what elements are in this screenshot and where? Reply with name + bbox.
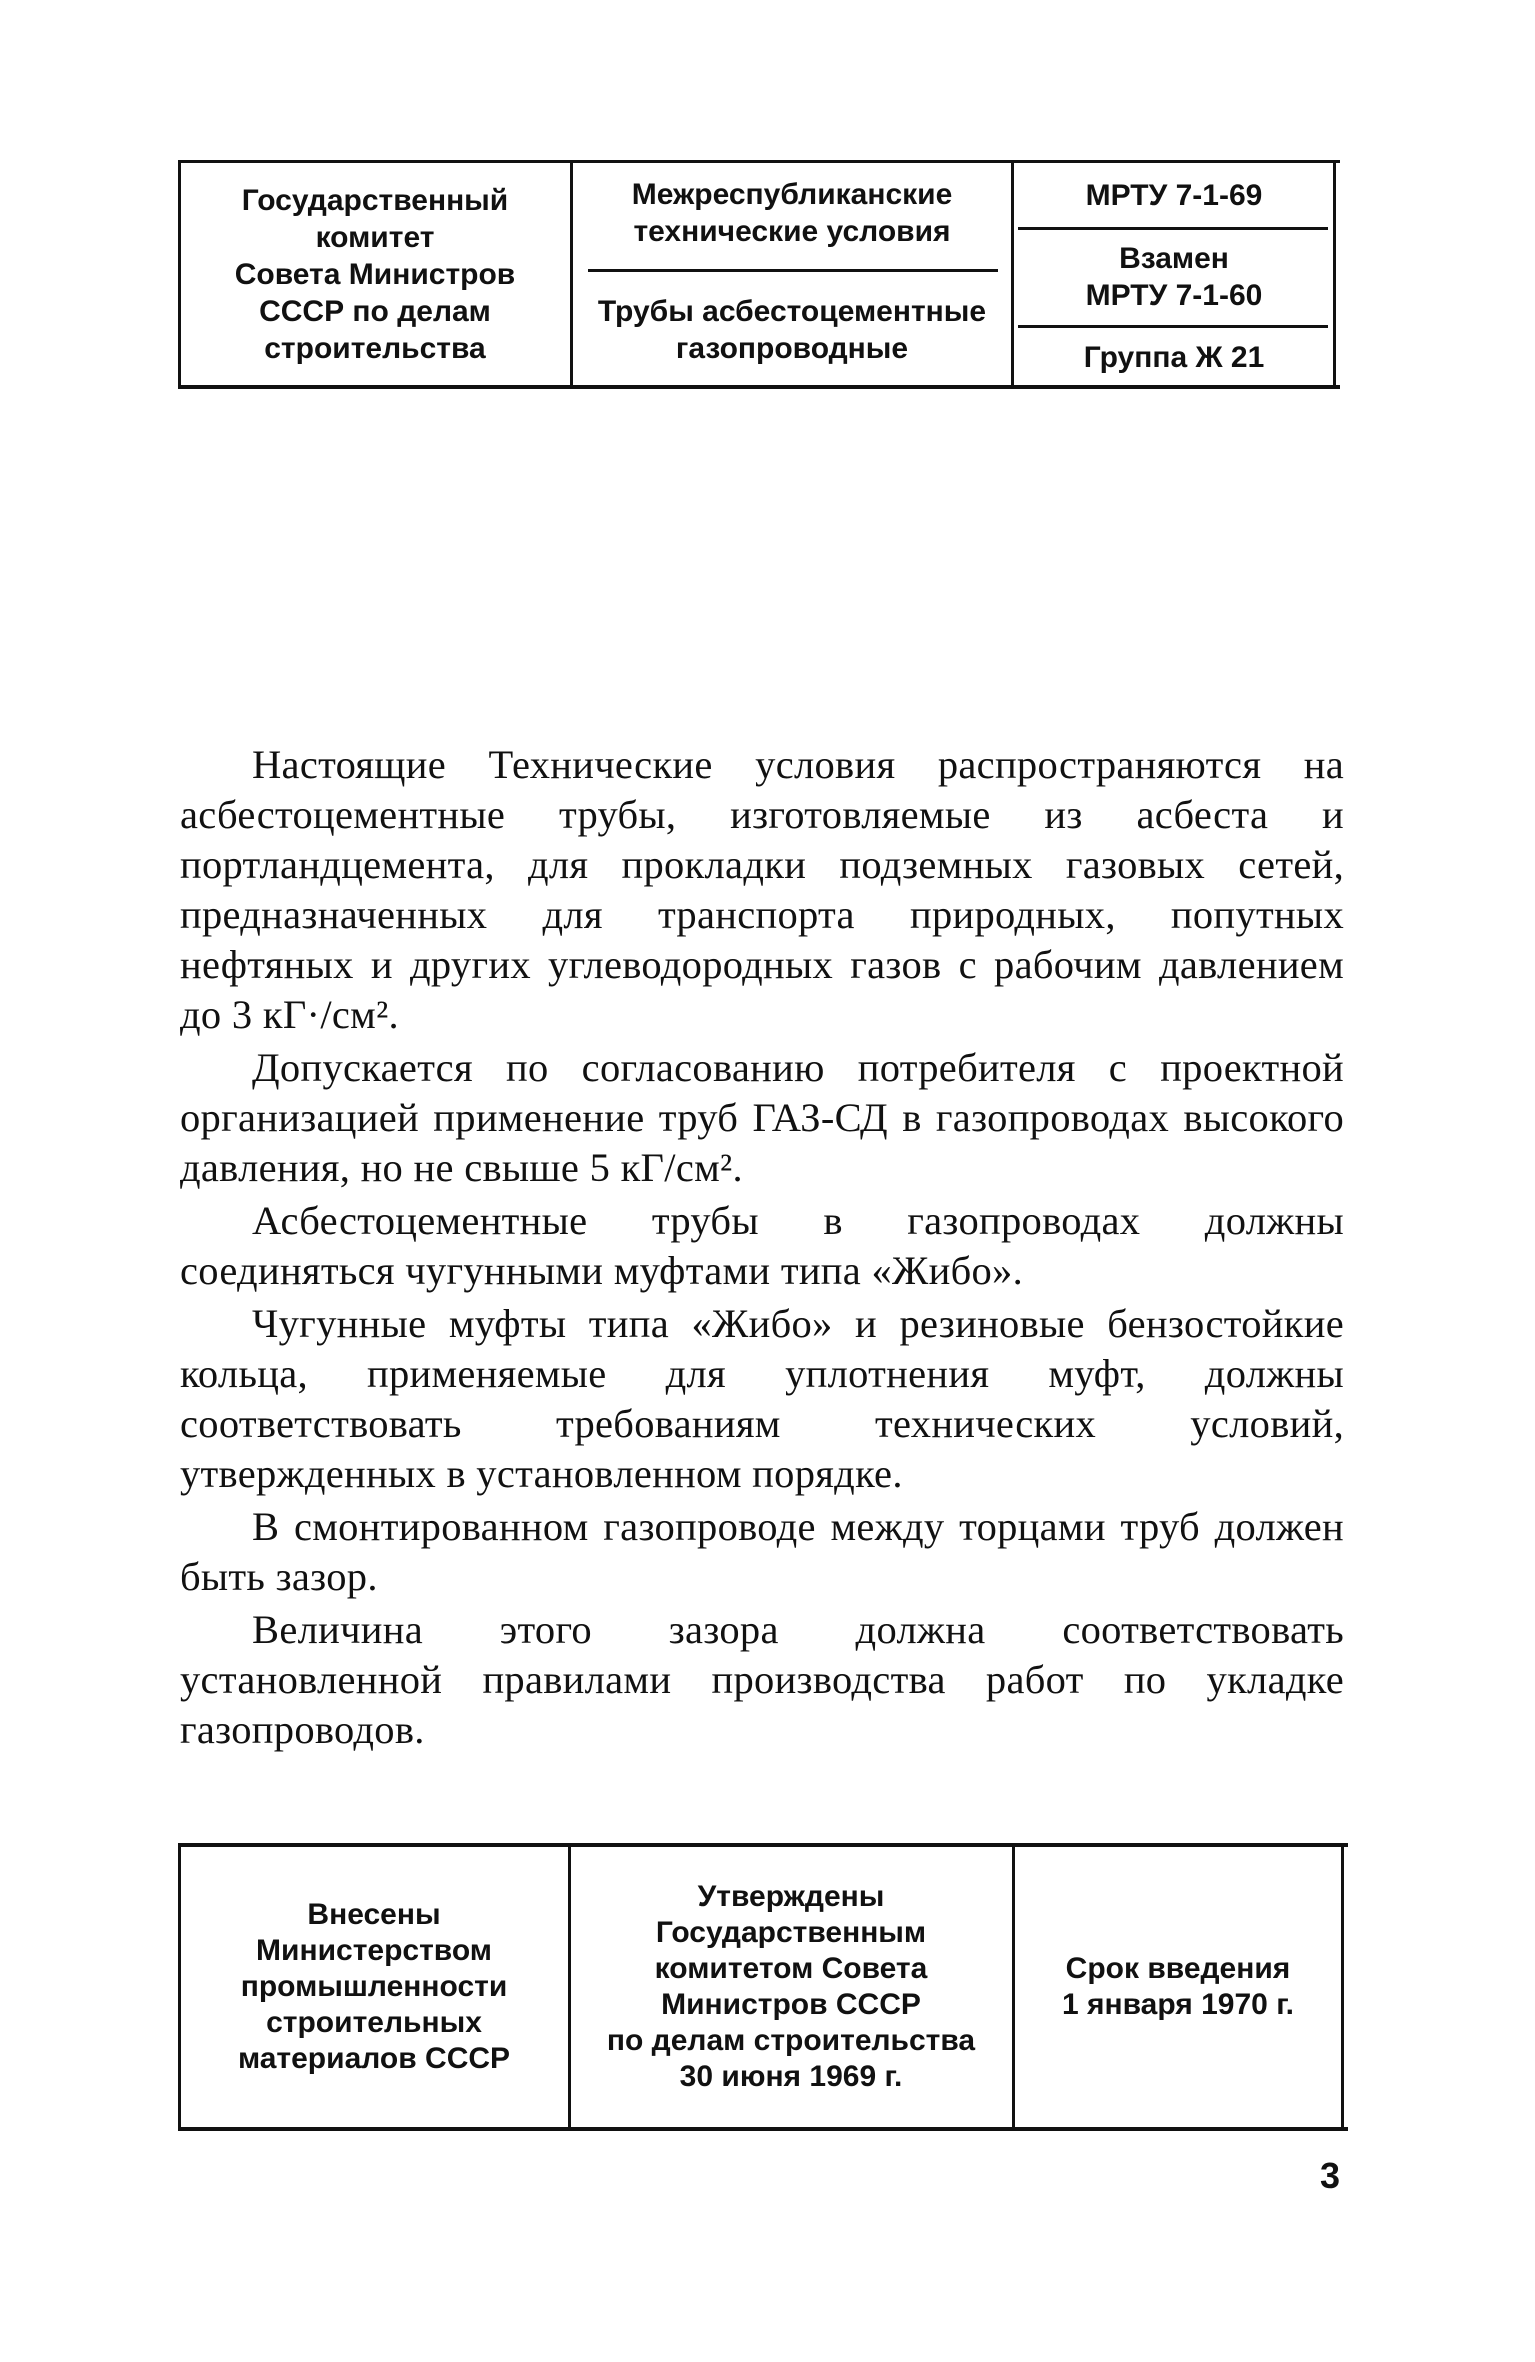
doc-type-line: Межреспубликанские	[631, 178, 953, 211]
paragraph: В смонтированном газопроводе между торцами труб должен быть зазор.	[180, 1504, 1344, 1599]
header-divider	[570, 163, 573, 385]
doc-type-line: технические условия	[633, 215, 951, 248]
effective-date	[1016, 1847, 1340, 2127]
approved-line: Утверждены	[697, 1880, 885, 1913]
replaces-label: Взамен	[1119, 242, 1229, 275]
org-line: комитет	[315, 220, 435, 254]
effective-label: Срок введения	[1065, 1952, 1291, 1985]
approved-by	[572, 1847, 1010, 2127]
effective-value: 1 января 1970 г.	[1061, 1988, 1295, 2021]
header-rule	[588, 269, 998, 272]
org-line: строительства	[264, 331, 486, 365]
group-code: Группа Ж 21	[1083, 340, 1265, 374]
header-rule	[1018, 325, 1328, 328]
paragraph: Настоящие Технические условия распространяются на асбестоцементные трубы, изготовляемые из асбеста и портландцемента, для прокладки подземных газовых сетей, предназначенных для транспорта природных, попутных нефтяных и других углеводородных газов с рабочим давлением до 3 кГ·/см².	[180, 742, 1344, 1037]
org-line: Государственный	[241, 183, 509, 217]
header-rule	[1018, 227, 1328, 230]
footer-divider	[1341, 1847, 1344, 2127]
approved-line: Государственным	[655, 1916, 927, 1949]
title-line: газопроводные	[675, 332, 909, 365]
standard-code: МРТУ 7-1-69	[1085, 178, 1263, 212]
approved-line: Министров СССР	[661, 1988, 921, 2021]
header-divider	[1011, 163, 1014, 385]
submitted-line: строительных	[266, 2006, 482, 2039]
document-body	[180, 740, 1344, 1758]
submitted-line: материалов СССР	[237, 2042, 511, 2075]
header-divider	[178, 163, 181, 385]
header-table	[178, 160, 1340, 389]
footer-divider	[1012, 1847, 1015, 2127]
header-organization	[182, 163, 568, 385]
org-line: СССР по делам	[259, 294, 491, 328]
header-divider	[1333, 163, 1336, 385]
submitted-by	[182, 1847, 566, 2127]
paragraph: Асбестоцементные трубы в газопроводах должны соединяться чугунными муфтами типа «Жибо».	[180, 1198, 1344, 1293]
page-number: 3	[1320, 2155, 1341, 2196]
paragraph: Чугунные муфты типа «Жибо» и резиновые бензостойкие кольца, применяемые для уплотнения муфт, должны соответствовать требованиям технических условий, утвержденных в установленном порядке.	[180, 1301, 1344, 1496]
header-doc-title	[574, 275, 1010, 385]
submitted-line: промышленности	[240, 1970, 508, 2003]
paragraph: Величина этого зазора должна соответствовать установленной правилами производства работ по укладке газопроводов.	[180, 1607, 1344, 1752]
footer-divider	[568, 1847, 571, 2127]
footer-divider	[178, 1847, 181, 2127]
replaces-code: МРТУ 7-1-60	[1085, 279, 1263, 312]
title-line: Трубы асбестоцементные	[597, 295, 987, 328]
org-line: Совета Министров	[234, 257, 516, 291]
approved-line: по делам строительства	[606, 2024, 976, 2057]
replaces-block	[1015, 233, 1333, 321]
header-doc-type	[574, 163, 1010, 263]
footer-table	[178, 1843, 1348, 2131]
submitted-line: Министерством	[256, 1934, 492, 1967]
approved-line: комитетом Совета	[654, 1952, 928, 1985]
paragraph: Допускается по согласованию потребителя с проектной организацией применение труб ГАЗ-СД в газопроводах высокого давления, но не свыше 5 кГ/см².	[180, 1045, 1344, 1190]
approved-line: 30 июня 1969 г.	[679, 2060, 903, 2093]
submitted-line: Внесены	[307, 1898, 441, 1931]
